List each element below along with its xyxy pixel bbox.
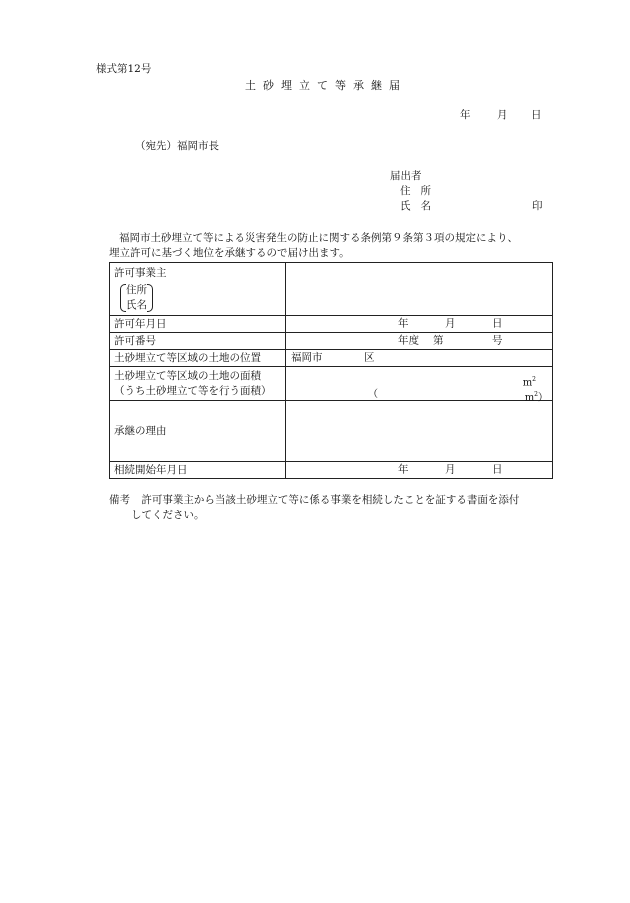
date-day: 日 (531, 109, 542, 121)
table-row (110, 263, 553, 316)
table-row (110, 350, 553, 367)
permit-date-value[interactable] (286, 316, 553, 333)
remarks-label: 備考 (109, 494, 130, 506)
inheritance-date-month: 月 (445, 463, 456, 476)
land-location-value[interactable] (286, 350, 553, 367)
table-row (110, 333, 553, 350)
land-area-label (110, 367, 286, 401)
inheritance-date-year: 年 (398, 463, 409, 476)
permit-holder-paren (120, 283, 153, 313)
date-month: 月 (497, 109, 508, 121)
land-location-city: 福岡市 (291, 351, 323, 364)
table-row (110, 367, 553, 401)
land-area-value[interactable] (286, 367, 553, 404)
notifier-name-label: 氏名 (400, 200, 441, 212)
body-text (109, 231, 564, 261)
succession-reason-value[interactable] (286, 401, 553, 462)
inheritance-date-value[interactable] (286, 462, 553, 479)
date-year: 年 (460, 109, 471, 121)
permit-date-day: 日 (492, 317, 503, 330)
body-text-line1: 福岡市土砂埋立て等による災害発生の防止に関する条例第９条第３項の規定により、 (119, 232, 518, 244)
land-location-label: 土砂埋立て等区域の土地の位置 (110, 350, 286, 367)
remarks-line1: 許可事業主から当該土砂埋立て等に係る事業を相続したことを証する書面を添付 (141, 494, 520, 506)
seal-mark: 印 (532, 200, 543, 212)
permit-number-label: 許可番号 (110, 333, 286, 350)
inheritance-date-day: 日 (492, 463, 503, 476)
remarks-line2: してください。 (131, 509, 205, 521)
land-area-open-paren: （ (368, 389, 378, 400)
table-row (110, 401, 553, 462)
permit-number-value[interactable] (286, 333, 553, 350)
land-location-ward: 区 (364, 351, 375, 364)
land-area-unit: $m^2$ (522, 376, 536, 389)
permit-date-year: 年 (398, 317, 409, 330)
inheritance-date-label: 相続開始年月日 (110, 462, 286, 479)
permit-holder-address-label: 住所 (126, 283, 147, 296)
permit-date-month: 月 (445, 317, 456, 330)
land-area-label-line1: 土砂埋立て等区域の土地の面積 (114, 369, 261, 382)
remarks (109, 493, 519, 523)
form-number: 様式第12号 (96, 63, 152, 75)
permit-holder-value[interactable] (286, 263, 553, 316)
succession-reason-label: 承継の理由 (110, 401, 286, 462)
succession-form-table (109, 262, 553, 479)
permit-holder-label: 許可事業主 (114, 266, 167, 279)
addressee: （宛先）福岡市長 (135, 140, 219, 152)
permit-number-go: 号 (492, 334, 503, 347)
permit-holder-label-cell (110, 263, 286, 316)
document-title: 土砂埋立て等承継届 (245, 79, 407, 92)
table-row (110, 316, 553, 333)
land-area-sub-unit: $m^2$） (524, 391, 548, 404)
permit-number-dai: 第 (433, 334, 444, 347)
permit-holder-name-label: 氏名 (126, 298, 147, 311)
land-area-label-line2: （うち土砂埋立て等を行う面積） (114, 384, 272, 397)
permit-number-fiscal-year: 年度 (398, 334, 419, 347)
permit-date-label: 許可年月日 (110, 316, 286, 333)
notifier-address-label: 住所 (400, 185, 441, 197)
body-text-line2: 埋立許可に基づく地位を承継するので届け出ます。 (109, 247, 350, 259)
table-row (110, 462, 553, 479)
notifier-label: 届出者 (390, 170, 422, 182)
